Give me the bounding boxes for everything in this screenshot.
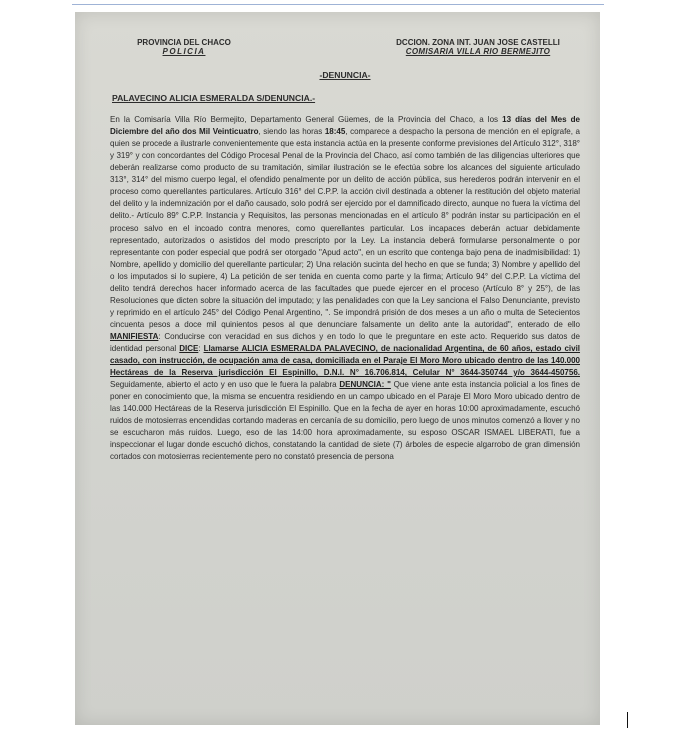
directorate-label: DCCION. ZONA INT. JUAN JOSE CASTELLI (396, 38, 560, 47)
body-text-7: Que viene ante esta instancia policial a los fines de poner en conocimiento que, la misma se encuentra residiendo en un campo ubicado en el Paraje El Moro Moro ubicado dentro de las 140.000 Hectáreas de la Reserva jurisdicción El Espinillo. Que en la fecha de ayer en horas 10:00 aproximadamente, escuchó ruidos de motosierras encendidas cortando maderas en cercanía de su domicilio, pero luego de unos minutos comenzó a llover y no se escucharon más ruidos. Luego, eso de las 14:00 hora aproximadamente, su esposo OSCAR ISMAEL LIBERATI, fue a inspeccionar el lugar donde escuchó dichos, constatando la cantidad de siete (7) árboles de especie algarrobo de gran dimensión cortados con motosierras recientemente pero no constató presencia de persona (110, 380, 580, 462)
date-text: 13 días del Mes de Diciembre del año dos Mil Veinticuatro (110, 115, 580, 137)
identity-details: Llamarse ALICIA ESMERALDA PALAVECINO, de nacionalidad Argentina, de 60 años, estado civil casado, con instrucción, de ocupación ama de casa, domiciliada en el Paraje El Moro Moro ubicado dentro de las 140.000 Hectáreas de la Reserva jurisdicción El Espinillo, D.N.I. N° 16.706.814, Celular N° 3644-350744 y/o 3644-450756. (110, 343, 581, 378)
body-text-3: , comparece a despacho la persona de mención en el epígrafe, a quien se procede a ilustrarle convenientemente que esta instancia actúa en la presente conforme previsiones del Artículo 312°, 318° y 319° y con concordantes del Código Procesal Penal de la Provincia del Chaco, así como también de las diligencias ulteriores que deberán realizarse como producto de su tramitación, similar ilustración se le efectúa sobre los alcances del siguiente articulado 313°, 314° del mismo cuerpo legal, el ofendido penalmente por un delito de acción pública, sus herederos podrán intervenir en el proceso como querellantes particulares. Artículo 316° del C.P.P. la acción civil destinada a obtener la restitución del objeto material del delito y la indemnización por el daño causado, solo podrá ser ejercido por el damnificado directo, aunque no fuera la víctima del delito.- Artículo 89° C.P.P. Instancia y Requisitos, las personas mencionadas en el artículo 8° podrán instar su participación en el proceso salvo en el incoado contra menores, como querellantes particular. Los incapaces deberán actuar debidamente representado, autorizados o asistidos del modo prescripto por la Ley. La instancia deberá formularse personalmente o por representante con poder especial que podrá ser otorgado "Apud acto", en un escrito que contenga bajo pena de inadmisibilidad: 1) Nombre, apellido y domicilio del querellante particular; 2) Una relación sucinta del hecho en que se funda; 3) Nombre y apellido del o los imputados si lo supiere, 4) La petición de ser tenida en cuenta como parte y la firma; Artículo 94° del C.P.P. La víctima del delito tendrá derechos hacer informado acerca de las facultades que puede ejercer en el proceso (Artículo 8° y 25°), de las Resoluciones que dicten sobre la situación del imputado; y las penalidades con que la Ley sanciona el Falso Denunciante, previsto y reprimido en el artículo 245° del Código Penal Argentino, ". Se impondrá prisión de dos meses a un año o multa de Setecientos cincuenta pesos a doce mil quinientos pesos al que denunciare falsamente un delito ante la autoridad", enterado de ello (110, 127, 580, 329)
denuncia-keyword: DENUNCIA: " (339, 380, 391, 390)
manifiesta-keyword: MANIFIESTA (110, 331, 159, 341)
body-text-5: : (198, 343, 204, 353)
letterhead-left (114, 38, 254, 56)
letterhead (110, 38, 580, 56)
letterhead-right (368, 38, 588, 56)
station-label: COMISARIA VILLA RIO BERMEJITO (405, 47, 551, 56)
body-text-2: , siendo las horas (258, 127, 325, 137)
document-title: -DENUNCIA- (319, 70, 371, 80)
body-text-1: En la Comisaría Villa Río Bermejito, Departamento General Güemes, de la Provincia del Chaco, a los (110, 115, 503, 125)
police-label: POLICIA (162, 47, 206, 56)
province-label: PROVINCIA DEL CHACO (137, 38, 231, 47)
dice-keyword: DICE (179, 343, 199, 353)
document-photo (75, 12, 600, 725)
text-cursor (627, 712, 628, 728)
time-text: 18:45 (324, 127, 346, 137)
document-subject: PALAVECINO ALICIA ESMERALDA S/DENUNCIA.- (112, 93, 316, 104)
body-text-4: : Conducirse con veracidad en sus dichos y en todo lo que le preguntare en este acto. Requerido sus datos de identidad personal (110, 331, 580, 353)
police-report-page (110, 38, 580, 463)
body-text-6: Seguidamente, abierto el acto y en uso que le fuera la palabra (110, 380, 340, 390)
top-rule (72, 4, 604, 5)
report-body (110, 114, 580, 463)
